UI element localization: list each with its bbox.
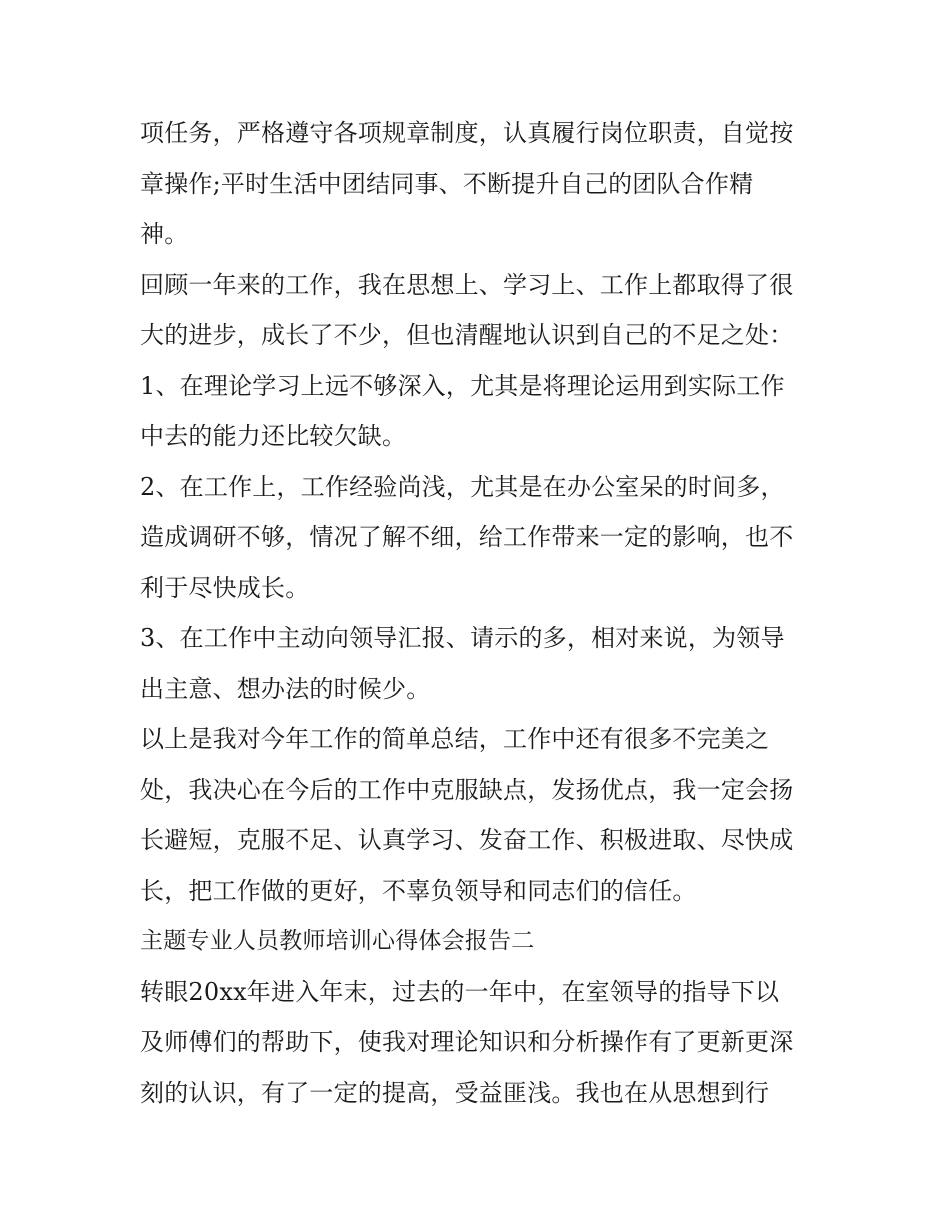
text-line: 章操作;平时生活中团结同事、不断提升自己的团队合作精 <box>140 169 754 198</box>
text-line: 转眼20xx年进入年末，过去的一年中，在室领导的指导下以 <box>140 977 780 1006</box>
list-item-1-line: 中去的能力还比较欠缺。 <box>140 422 407 450</box>
text-line: 刻的认识，有了一定的提高，受益匪浅。我也在从思想到行 <box>140 1078 770 1107</box>
list-item-2-line: 造成调研不够，情况了解不细，给工作带来一定的影响，也不 <box>140 523 794 551</box>
text-line: 以上是我对今年工作的简单总结，工作中还有很多不完美之 <box>140 725 770 753</box>
section-heading: 主题专业人员教师培训心得体会报告二 <box>140 928 535 954</box>
text-line: 回顾一年来的工作，我在思想上、学习上、工作上都取得了很 <box>140 270 794 299</box>
text-line: 大的进步，成长了不少，但也清醒地认识到自己的不足之处： <box>140 321 794 349</box>
list-item-2-line: 利于尽快成长。 <box>140 573 310 602</box>
text-line: 项任务，严格遵守各项规章制度，认真履行岗位职责，自觉按 <box>140 119 794 147</box>
text-line: 神。 <box>140 220 189 248</box>
list-item-1-line: 1、在理论学习上远不够深入，尤其是将理论运用到实际工作 <box>140 371 785 400</box>
list-item-3-line: 3、在工作中主动向领导汇报、请示的多，相对来说，为领导 <box>140 624 785 652</box>
text-line: 长避短，克服不足、认真学习、发奋工作、积极进取、尽快成 <box>140 826 794 854</box>
list-item-3-line: 出主意、想办法的时候少。 <box>140 674 431 703</box>
document-body <box>140 108 820 1118</box>
text-line: 及师傅们的帮助下，使我对理论知识和分析操作有了更新更深 <box>140 1028 794 1056</box>
list-item-2-line: 2、在工作上，工作经验尚浅，尤其是在办公室呆的时间多， <box>140 472 785 501</box>
text-line: 长，把工作做的更好，不辜负领导和同志们的信任。 <box>140 876 697 905</box>
text-line: 处，我决心在今后的工作中克服缺点，发扬优点，我一定会扬 <box>140 775 794 804</box>
